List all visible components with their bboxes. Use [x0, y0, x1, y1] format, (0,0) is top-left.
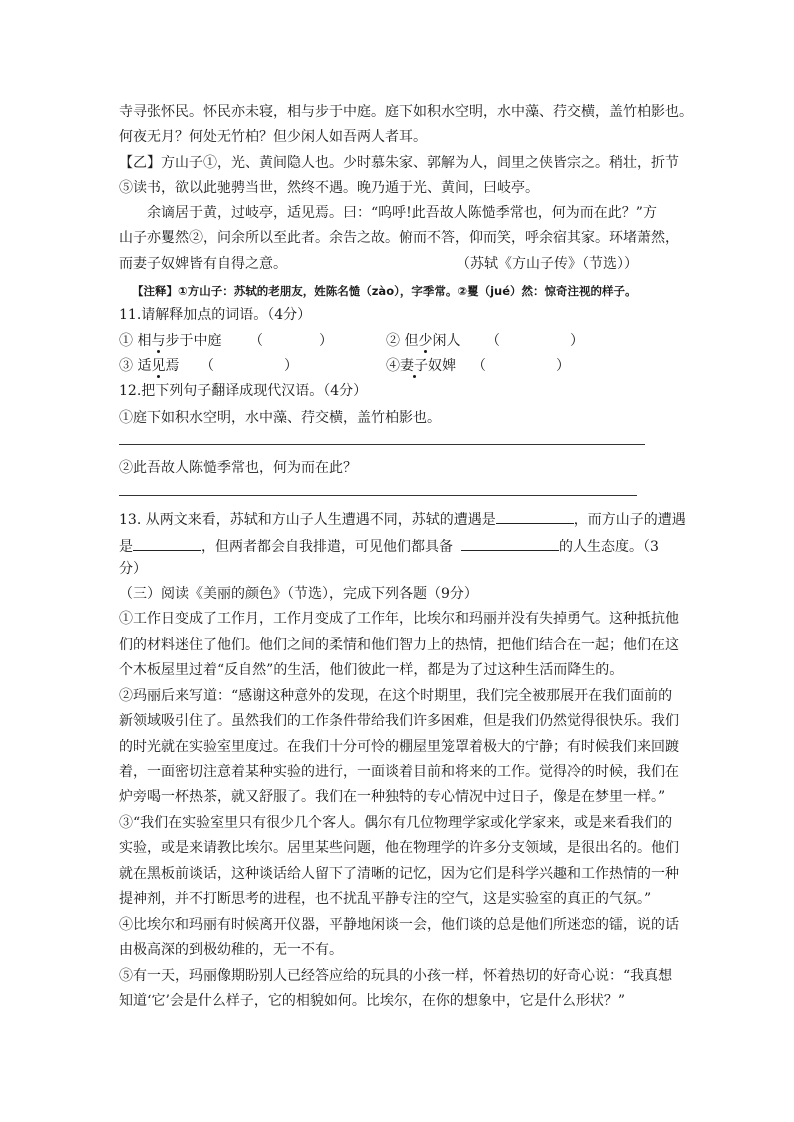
- question-12-title: 12.把下列句子翻译成现代汉语。（4分）: [119, 383, 368, 399]
- q11-item-1: ① 相与步于中庭: [119, 333, 222, 349]
- q12-answer-line-1[interactable]: [119, 444, 645, 445]
- section-3-title: （三）阅读《美丽的颜色》（节选），完成下列各题（9分）: [119, 586, 478, 602]
- q13-blank-1[interactable]: [496, 509, 574, 524]
- paragraph-3-line-3: 就在黑板前谈话，这种谈话给人留下了清晰的记忆，因为它们是科学兴趣和工作热情的一种: [119, 866, 679, 882]
- q11-item-2: ② 但少闲人: [386, 333, 461, 349]
- paragraph-1-line-2: 们的材料迷住了他们。他们之间的柔情和他们智力上的热情，把他们结合在一起；他们在这: [119, 637, 679, 653]
- paragraph-2-line-2: 新领域吸引住了。虽然我们的工作条件带给我们许多困难，但是我们仍然觉得很快乐。我们: [119, 713, 679, 729]
- paragraph-2-line-3: 的时光就在实验室里度过。在我们十分可怜的棚屋里笼罩着极大的宁静；有时候我们来回踱: [119, 739, 679, 755]
- paragraph-2-line-4: 着，一面密切注意着某种实验的进行，一面谈着目前和将来的工作。觉得冷的时候，我们在: [119, 764, 679, 780]
- passage-jia-line-1: 寺寻张怀民。怀民亦未寝，相与步于中庭。庭下如积水空明，水中藻、荇交横，盖竹柏影也。: [119, 104, 693, 120]
- q13-blank-3[interactable]: [461, 536, 559, 551]
- passage-jia-line-2: 何夜无月？何处无竹柏？但少闲人如吾两人者耳。: [119, 129, 427, 145]
- annotation-note: 【注释】①方山子：苏轼的老朋友，姓陈名慥（zào），字季常。②矍（jué）然：惊奇注视的样子。: [132, 284, 637, 298]
- q11-item-1-answer[interactable]: （ ）: [249, 333, 333, 349]
- paragraph-2-line-1: ②玛丽后来写道：“感谢这种意外的发现，在这个时期里，我们完全被那展开在我们面前的: [119, 688, 673, 704]
- q11-item-3-answer[interactable]: （ ）: [200, 358, 298, 374]
- question-13-line-3: 分）: [119, 561, 147, 577]
- passage-yi-line-2: ⑤读书，欲以此驰骋当世，然终不遇。晚乃遁于光、黄间，曰岐亭。: [119, 180, 539, 196]
- question-13-line-1: 13. 从两文来看，苏轼和方山子人生遭遇不同，苏轼的遭遇是 ，而方山子的遭遇: [119, 509, 686, 530]
- question-13-line-2: 是 ，但两者都会自我排遣，可见他们都具备 的人生态度。（3: [119, 536, 659, 557]
- paragraph-1-line-1: ①工作日变成了工作月，工作月变成了工作年，比埃尔和玛丽并没有失掉勇气。这种抵抗他: [119, 611, 679, 627]
- passage-yi-line-1: 【乙】方山子①，光、黄间隐人也。少时慕朱家、郭解为人，闾里之侠皆宗之。稍壮，折节: [119, 155, 679, 171]
- passage-source: （苏轼《方山子传》（节选））: [456, 256, 638, 272]
- paragraph-3-line-2: 实验，或是来请教比埃尔。居里某些问题，他在物理学的许多分支领域，是很出名的。他们: [119, 840, 679, 856]
- paragraph-4-line-1: ④比埃尔和玛丽有时候离开仪器，平静地闲谈一会，他们谈的总是他们所迷恋的镭，说的话: [119, 917, 679, 933]
- q12-sentence-2: ②此吾故人陈慥季常也，何为而在此？: [119, 460, 357, 476]
- q11-item-4: ④妻子奴婢: [386, 358, 456, 374]
- dotted-word: 见: [151, 358, 166, 374]
- paragraph-1-line-3: 个木板屋里过着“反自然”的生活，他们彼此一样，都是为了过这种生活而降生的。: [119, 662, 624, 678]
- q13-blank-2[interactable]: [133, 536, 201, 551]
- dotted-word: 与: [151, 333, 166, 349]
- passage-yi-line-5: 而妻子奴婢皆有自得之意。: [119, 256, 287, 272]
- passage-yi-line-4: 山子亦矍然②，问余所以至此者。余告之故。俯而不答，仰而笑，呼余宿其家。环堵萧然，: [119, 230, 679, 246]
- dotted-word: 少: [418, 333, 433, 349]
- paragraph-5-line-1: ⑤有一天，玛丽像期盼别人已经答应给的玩具的小孩一样，怀着热切的好奇心说：“我真想: [119, 968, 673, 984]
- paragraph-5-line-2: 知道‘它’会是什么样子，它的相貌如何。比埃尔，在你的想象中，它是什么形状？”: [119, 993, 626, 1009]
- dotted-word: 妻子: [400, 358, 428, 374]
- paragraph-2-line-5: 炉旁喝一杯热茶，就又舒服了。我们在一种独特的专心情况中过日子，像是在梦里一样。”: [119, 789, 666, 805]
- question-11-title: 11.请解释加点的词语。（4分）: [119, 307, 312, 323]
- paragraph-4-line-2: 由极高深的到极幼稚的，无一不有。: [119, 942, 343, 958]
- q11-item-2-answer[interactable]: （ ）: [486, 333, 584, 349]
- q12-answer-line-2[interactable]: [119, 495, 637, 496]
- q11-item-4-answer[interactable]: （ ）: [472, 358, 570, 374]
- paragraph-3-line-4: 提神剂，并不打断思考的进程，也不扰乱平静专注的空气，这是实验室的真正的气氛。”: [119, 891, 652, 907]
- paragraph-3-line-1: ③“我们在实验室里只有很少几个客人。偶尔有几位物理学家或化学家来，或是来看我们的: [119, 815, 673, 831]
- q11-item-3: ③ 适见焉: [119, 358, 180, 374]
- q12-sentence-1: ①庭下如积水空明，水中藻、荇交横，盖竹柏影也。: [119, 410, 441, 426]
- passage-yi-line-3: 余谪居于黄，过岐亭，适见焉。曰：“呜呼!此吾故人陈慥季常也，何为而在此？”方: [147, 205, 657, 221]
